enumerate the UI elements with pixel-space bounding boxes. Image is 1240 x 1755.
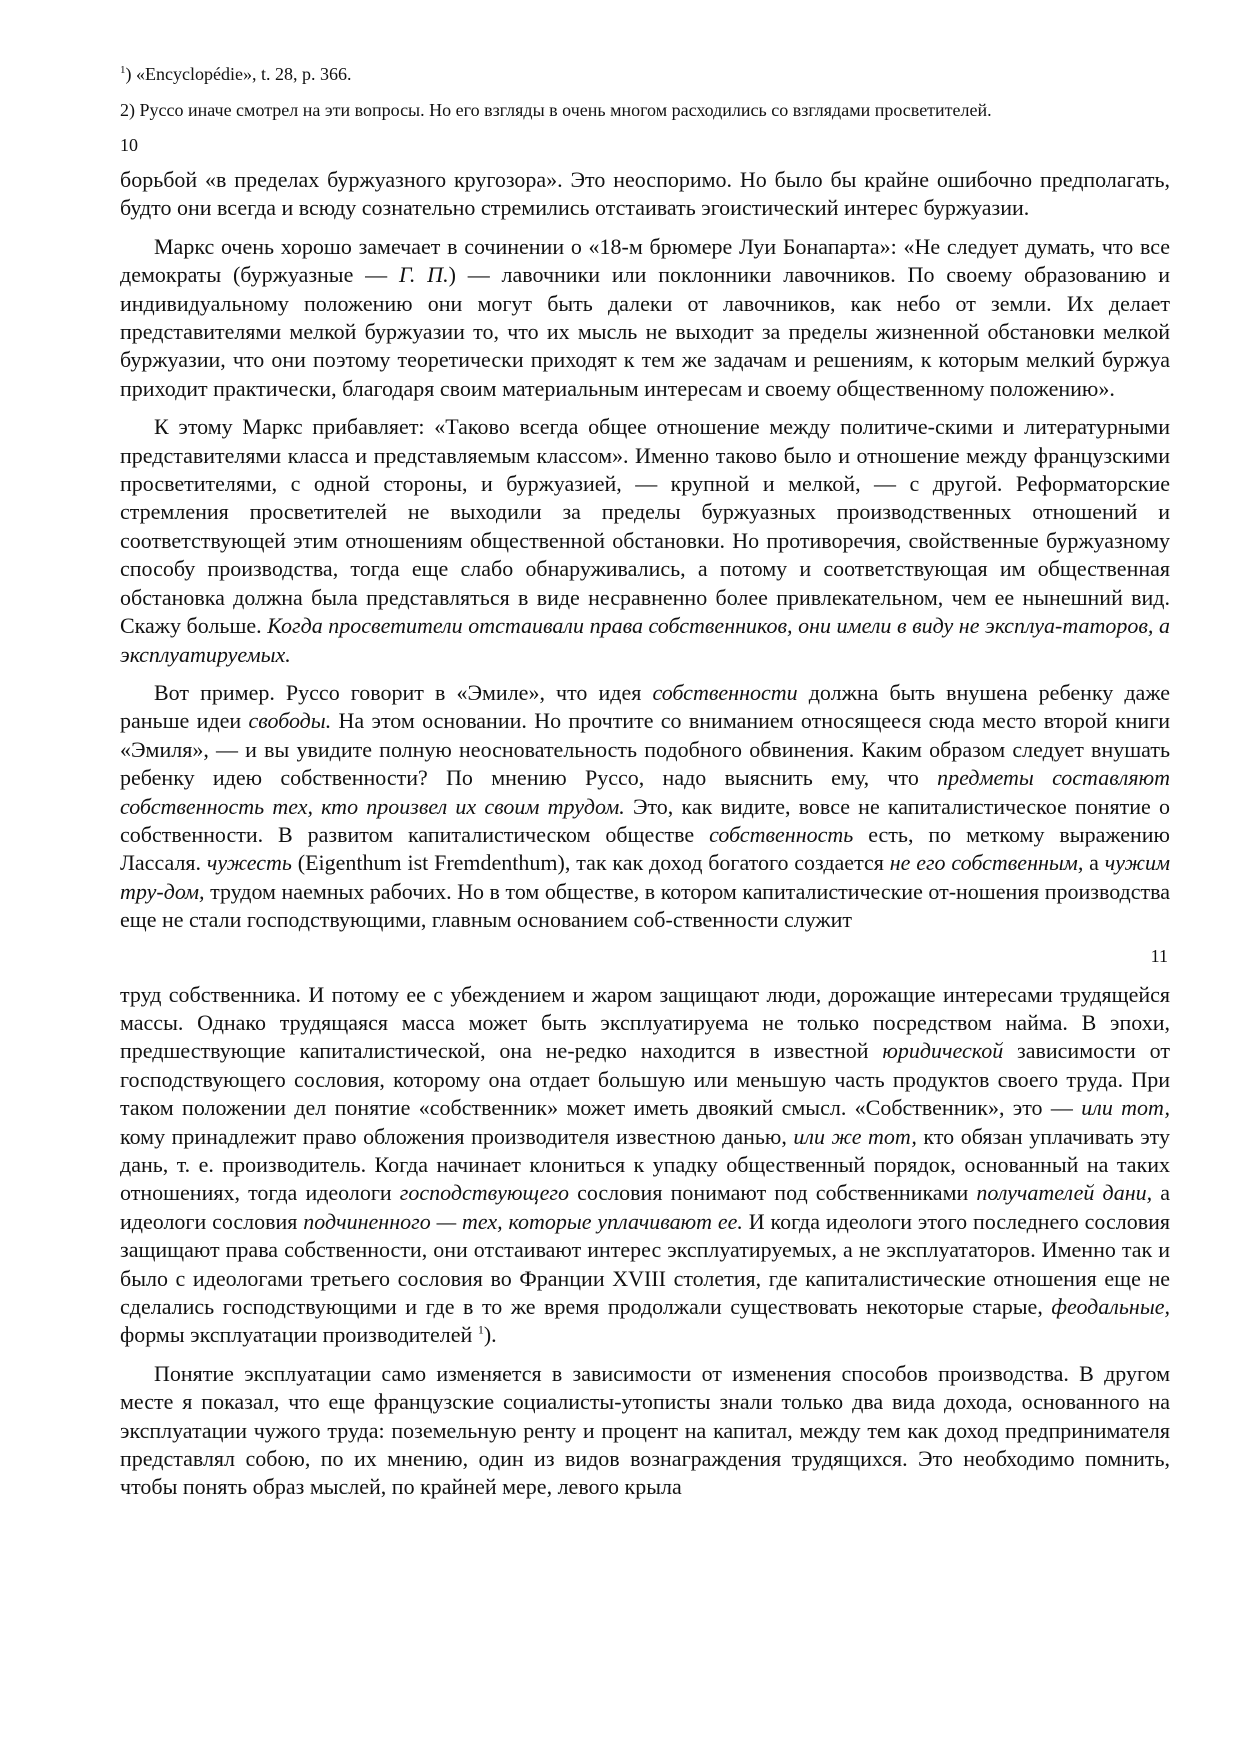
text-run: зависимости от господствующего сословия, которому она отдает большую или меньшую часть продуктов своего труда. При таком положении дел понятие «собственник» может иметь двоякий смысл. «Собственник», это — (120, 1038, 1170, 1121)
text-run: ). (483, 1322, 497, 1348)
text-run: труд собственника. И потому ее с убеждением и жаром защищают люди, дорожащие интересами трудящейся массы. Однако трудящаяся масса может быть эксплуатируема не только посредством найма. В эпохи, предшествующие капиталистической, она не-редко находится в известной (120, 981, 1170, 1064)
page-number-10: 10 (120, 135, 138, 155)
paragraph-6 (120, 1360, 1170, 1502)
text-run: Маркс очень хорошо замечает в сочинении о «18-м брюмере Луи Бонапарта»: «Не следует думать, что все демократы (буржуазные — (120, 233, 1170, 288)
paragraph-2 (120, 233, 1170, 403)
text-run: Это, как видите, вовсе не капиталистическое понятие о собственности. В развитом капиталистическом обществе (120, 793, 1170, 847)
text-run: И когда идеологи этого последнего сословия защищают права собственности, они отстаивают интерес эксплуатируемых, а не эксплуататоров. Именно так и было с идеологами третьего сословия во Франции XVIII столетия, где капиталистические отношения еще не сделались господствующими и где в то же время продолжали существовать некоторые старые, (120, 1208, 1170, 1320)
text-run: трудом наемных рабочих. Но в том обществе, в котором капиталистические от-ношения производства еще не стали господствующими, главным основанием соб-ственности служит (120, 878, 1170, 933)
italic-run: получателей дани, (976, 1180, 1153, 1206)
footnote-text: ) «Encyclopédie», t. 28, p. 366. (125, 64, 352, 84)
text-run: К этому Маркс прибавляет: «Таково всегда общее отношение между политиче-скими и литературными представителями класса и представляемым классом». Именно таково было и отношение между французскими просветителями, с одной стороны, и буржуазией, — крупной и мелкой, — с другой. Реформаторские стремления просветителей не выходили за пределы буржуазных производственных отношений и соответствующей этим отношениям общественной обстановки. Но противоречия, свойственные буржуазному способу производства, тогда еще слабо обнаруживались, а потому и соответствующая им общественная обстановка должна была представляться в виде несравненно более привлекательном, чем ее нынешний вид. Скажу больше. (120, 414, 1170, 639)
paragraph-1 (120, 166, 1170, 223)
italic-run: юридической (882, 1038, 1004, 1064)
italic-run: предметы составляют собственность тех, кто произвел их своим трудом. (120, 765, 1170, 819)
italic-run: свободы. (248, 708, 332, 734)
footnote-2: 2) Руссо иначе смотрел на эти вопросы. Но его взгляды в очень многом расходились со взглядами просветителей. (120, 100, 992, 120)
text-run: (Eigenthum ist Fremdenthum), так как доход богатого создается (291, 850, 890, 876)
italic-run: не его собственным, (889, 850, 1084, 876)
footnote-mark: 1 (120, 64, 126, 76)
text-run: борьбой «в пределах буржуазного кругозора». Это неоспоримо. Но было бы крайне ошибочно предполагать, будто они всегда и всюду сознательно стремились отстаивать эгоистический интерес буржуазии. (120, 167, 1170, 221)
text-run: сословия понимают под собственниками (568, 1180, 977, 1206)
text-run: кто обязан уплачивать эту дань, т. е. производитель. Когда начинает клониться к упадку общественный порядок, основанный на таких отношениях, тогда идеологи (120, 1123, 1171, 1206)
text-run: а (1083, 850, 1105, 876)
italic-run: собственности (652, 679, 798, 705)
italic-run: подчиненного — тех, которые уплачивают ее. (303, 1208, 743, 1234)
italic-run: или же тот, (793, 1123, 917, 1149)
italic-run: Когда просветители отстаивали права собственников, они имели в виду не эксплуа-таторов, а эксплуатируемых. (120, 613, 1170, 667)
italic-run: или тот, (1081, 1095, 1170, 1121)
text-run: формы эксплуатации производителей (120, 1322, 478, 1348)
italic-run: чужесть (206, 850, 292, 876)
footnote-reference[interactable]: 1 (477, 1323, 484, 1338)
paragraph-3 (120, 413, 1170, 669)
text-run: должна быть внушена ребенку даже раньше идеи (120, 679, 1170, 734)
footnote-1 (120, 58, 1170, 86)
paragraph-4 (120, 679, 1170, 935)
italic-run: феодальные, (1051, 1294, 1170, 1320)
text-run: кому принадлежит право обложения производителя известною данью, (120, 1123, 794, 1149)
italic-run: собственность (709, 821, 854, 847)
page-number-11: 11 (1150, 945, 1168, 966)
text-run: есть, по меткому выражению Лассаля. (120, 821, 1170, 876)
document-page (120, 58, 1170, 1512)
italic-run: господствующего (399, 1180, 569, 1206)
italic-run: чужим тру-дом, (120, 850, 1171, 904)
paragraph-5 (120, 981, 1170, 1350)
text-run: ) — лавочники или поклонники лавочников. По своему образованию и индивидуальному положению они могут быть далеки от лавочников, как небо от земли. Их делает представителями мелкой буржуазии то, что их мысль не выходит за пределы жизненной обстановки мелкой буржуазии, что они поэтому теоретически приходят к тем же задачам и решениям, к которым мелкий буржуа приходит практически, благодаря своим материальным интересам и своему общественному положению». (120, 262, 1170, 401)
italic-run: Г. П. (399, 262, 449, 288)
text-run: На этом основании. Но прочтите со вниманием относящееся сюда место второй книги «Эмиля», — и вы увидите полную неосновательность подобного обвинения. Каким образом следует внушать ребенку идею собственности? По мнению Руссо, надо выяснить ему, что (120, 708, 1171, 791)
text-run: а идеологи сословия (120, 1180, 1171, 1234)
text-run: Вот пример. Руссо говорит в «Эмиле», что идея (154, 679, 653, 705)
text-run: Понятие эксплуатации само изменяется в зависимости от изменения способов производства. В другом месте я показал, что еще французские социалисты-утописты знали только два вида дохода, основанного на эксплуатации чужого труда: поземельную ренту и процент на капитал, между тем как доход предпринимателя представлял собою, по их мнению, один из видов вознаграждения трудящихся. Это необходимо помнить, чтобы понять образ мыслей, по крайней мере, левого крыла (120, 1360, 1170, 1500)
